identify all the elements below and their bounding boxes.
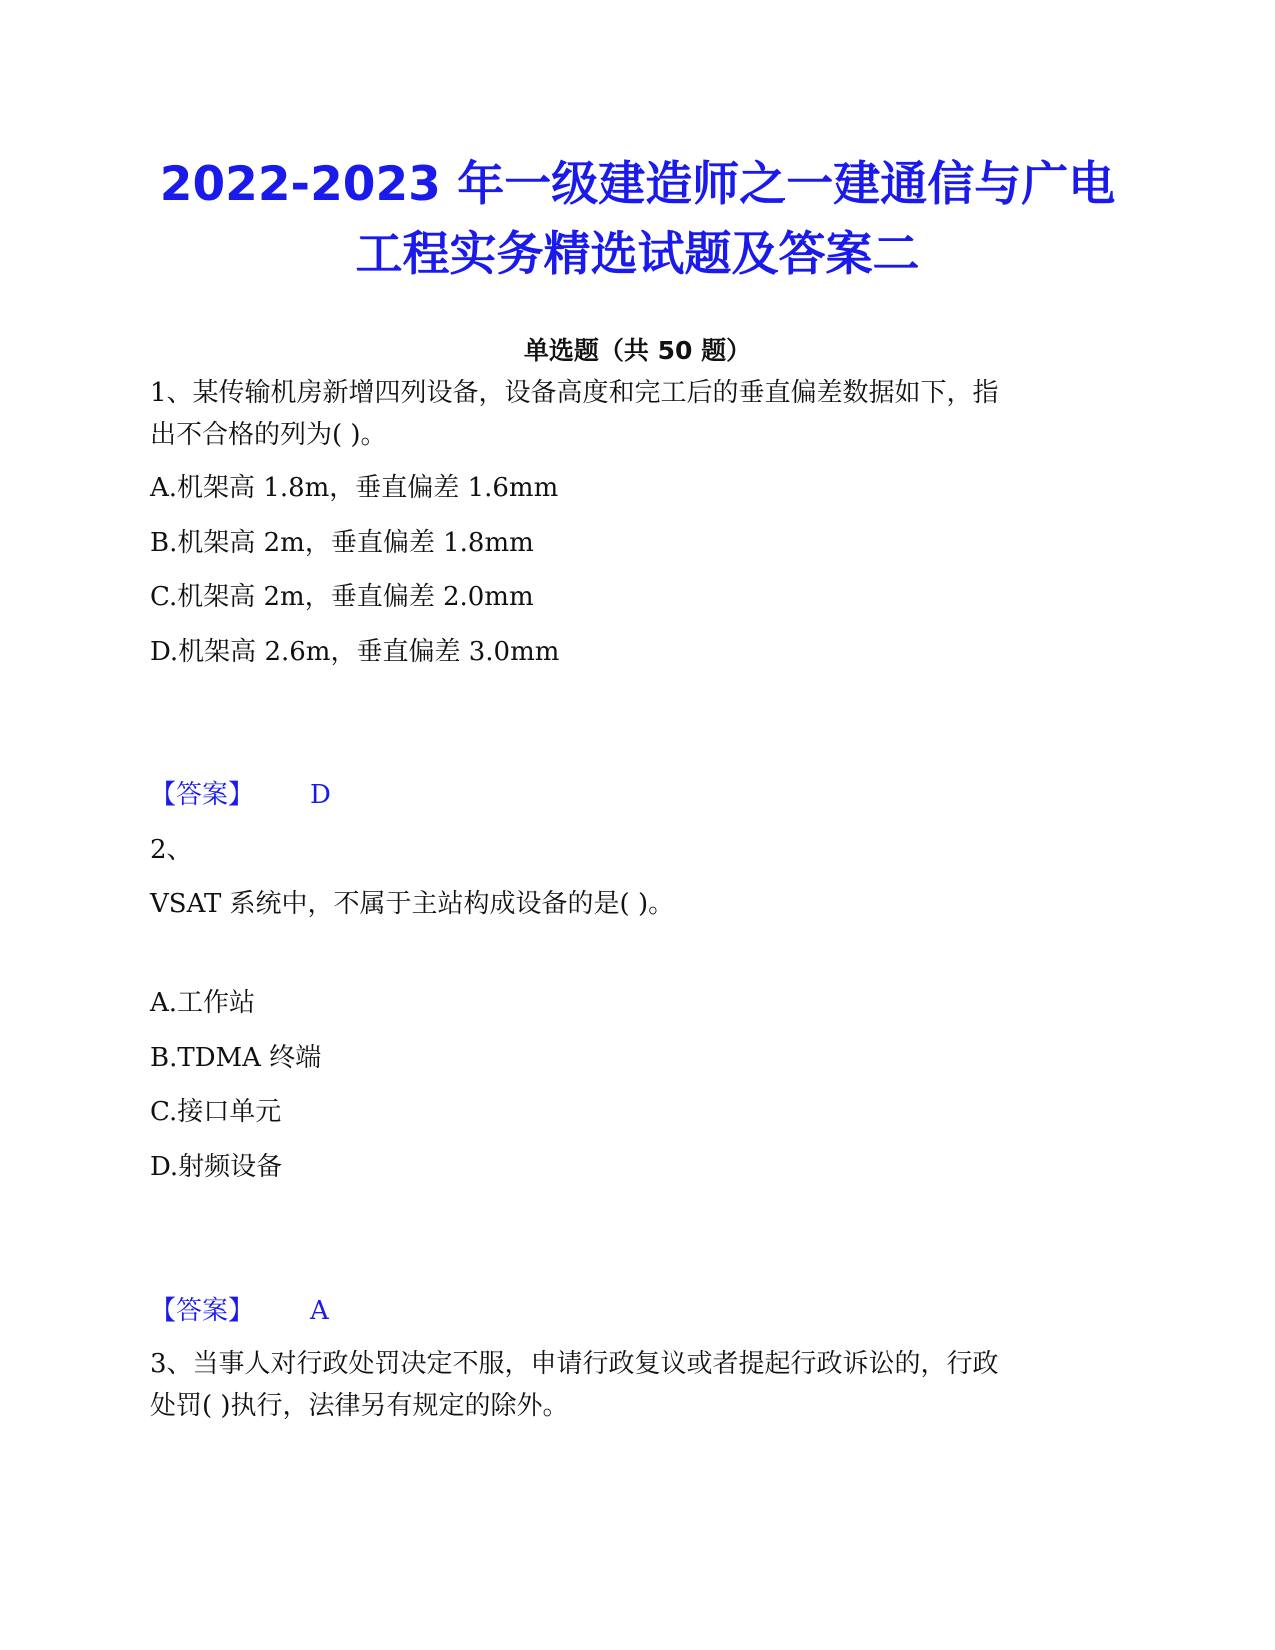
question-1-option-d: D.机架高 2.6m，垂直偏差 3.0mm bbox=[150, 637, 560, 667]
answer-label: 【答案】 bbox=[150, 780, 255, 810]
document-title-line-2: 工程实务精选试题及答案二 bbox=[355, 227, 920, 282]
document-title-line-1: 2022-2023 年一级建造师之一建通信与广电 bbox=[159, 157, 1116, 212]
question-2-option-b: B.TDMA 终端 bbox=[150, 1043, 322, 1073]
question-2-stem: VSAT 系统中，不属于主站构成设备的是( )。 bbox=[150, 889, 675, 919]
question-1-answer bbox=[150, 778, 1110, 812]
section-heading: 单选题（共 50 题） bbox=[523, 336, 752, 365]
answer-value: A bbox=[310, 1296, 329, 1326]
question-1-option-c: C.机架高 2m，垂直偏差 2.0mm bbox=[150, 582, 534, 612]
answer-value: D bbox=[310, 780, 331, 810]
question-3-stem-line-1: 3、当事人对行政处罚决定不服，申请行政复议或者提起行政诉讼的，行政 bbox=[150, 1349, 999, 1379]
question-1-stem-line-2: 出不合格的列为( )。 bbox=[150, 420, 387, 450]
question-1-option-a: A.机架高 1.8m，垂直偏差 1.6mm bbox=[150, 473, 559, 503]
question-2-option-c: C.接口单元 bbox=[150, 1097, 282, 1127]
question-1-option-b: B.机架高 2m，垂直偏差 1.8mm bbox=[150, 528, 534, 558]
question-2-answer bbox=[150, 1294, 1110, 1328]
question-1-stem-line-1: 1、某传输机房新增四列设备，设备高度和完工后的垂直偏差数据如下，指 bbox=[150, 378, 999, 408]
question-3-stem-line-2: 处罚( )执行，法律另有规定的除外。 bbox=[150, 1391, 569, 1421]
question-2-number: 2、 bbox=[150, 835, 193, 865]
question-2-option-a: A.工作站 bbox=[150, 988, 256, 1018]
question-2-option-d: D.射频设备 bbox=[150, 1152, 283, 1182]
answer-label: 【答案】 bbox=[150, 1296, 255, 1326]
